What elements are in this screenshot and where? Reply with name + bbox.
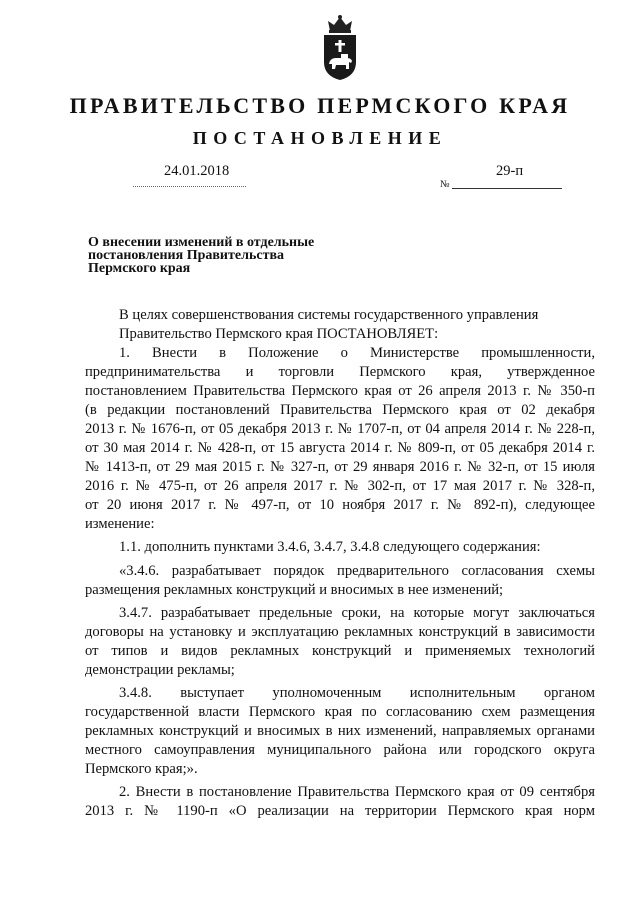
body-line: Пермского края;». [85, 761, 198, 777]
body-line: предпринимательства и торговли Пермского края, утвержденное [85, 364, 595, 380]
subject-line: постановления Правительства [88, 248, 284, 263]
body-line: 3.4.8. выступает уполномоченным исполнительным органом [119, 685, 595, 701]
document-number: 29-п [496, 163, 524, 179]
body-line: № 1413-п, от 29 мая 2015 г. № 327-п, от 29 января 2016 г. № 32-п, от 15 июля [85, 459, 595, 475]
number-underline [452, 188, 562, 189]
body-line: 2. Внести в постановление Правительства Пермского края от 09 сентября [119, 784, 595, 800]
date-underline [133, 186, 246, 187]
body-line: от 30 мая 2014 г. № 428-п, от 15 августа 2014 г. № 809-п, от 05 декабря 2014 г. [85, 440, 595, 456]
body-line: изменение: [85, 516, 155, 532]
body-line: рекламных конструкций и вносимых в них изменений, направляемых органами [85, 723, 595, 739]
body-line: (в редакции постановлений Правительства Пермского края от 02 декабря [85, 402, 595, 418]
number-sign: № [440, 179, 450, 190]
body-line: «3.4.6. разрабатывает порядок предварительного согласования схемы [119, 563, 595, 579]
body-line: 2016 г. № 475-п, от 26 апреля 2017 г. № 302-п, от 17 мая 2017 г. № 328-п, [85, 478, 595, 494]
body-line: демонстрации рекламы; [85, 662, 235, 678]
document-type: ПОСТАНОВЛЕНИЕ [192, 128, 448, 148]
body-line: постановлением Правительства Пермского края от 26 апреля 2013 г. № 350-п [85, 383, 595, 399]
body-line: 1. Внести в Положение о Министерстве промышленности, [119, 345, 595, 361]
organization-title: ПРАВИТЕЛЬСТВО ПЕРМСКОГО КРАЯ [69, 93, 571, 118]
perm-krai-coat-of-arms-icon [321, 14, 359, 82]
body-line: 2013 г. № 1190-п «О реализации на территории Пермского края норм [85, 803, 595, 819]
body-line: 2013 г. № 1676-п, от 05 декабря 2013 г. № 1707-п, от 04 апреля 2014 г. № 228-п, [85, 421, 595, 437]
document-subject [88, 236, 368, 275]
body-line: договоры на установку и эксплуатацию рекламных конструкций в зависимости [85, 624, 595, 640]
document-date: 24.01.2018 [164, 163, 230, 179]
body-line: В целях совершенствования системы государственного управления [119, 307, 539, 323]
body-line: от типов и видов рекламных конструкций и применяемых технологий [85, 643, 595, 659]
body-line: 1.1. дополнить пунктами 3.4.6, 3.4.7, 3.4.8 следующего содержания: [119, 539, 541, 555]
subject-line: Пермского края [88, 261, 191, 276]
body-line: местного самоуправления муниципального района или городского округа [85, 742, 595, 758]
body-line: 3.4.7. разрабатывает предельные сроки, на которые могут заключаться [119, 605, 595, 621]
body-line: от 20 июня 2017 г. № 497-п, от 10 ноября 2017 г. № 892-п), следующее [85, 497, 595, 513]
body-line: размещения рекламных конструкций и вносимых в нее изменений; [85, 582, 504, 598]
body-line: Правительство Пермского края ПОСТАНОВЛЯЕТ: [119, 326, 439, 342]
body-line: государственной власти Пермского края по согласованию схем размещения [85, 704, 595, 720]
subject-line: О внесении изменений в отдельные [88, 235, 315, 250]
